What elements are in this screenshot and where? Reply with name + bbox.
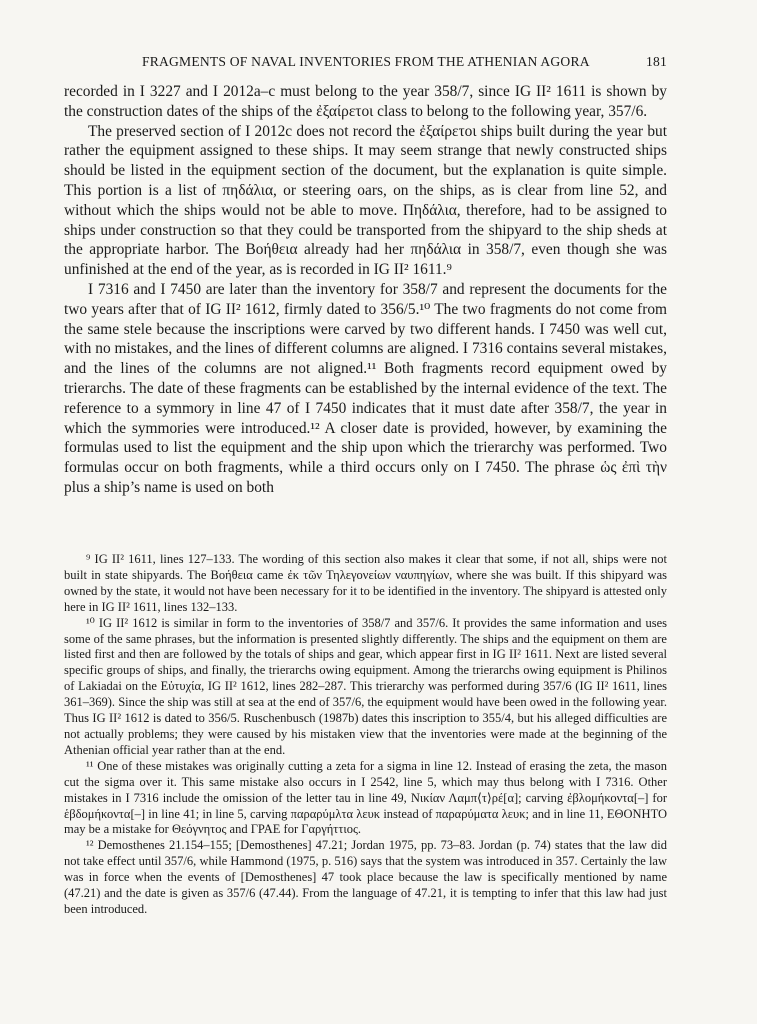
text-line: were not built in state shipyards. The Βοήθεια came ἐκ τῶν Τηλεγονείων ναυπηγίων, where she was built. If [64, 552, 667, 582]
footnote [64, 759, 667, 839]
page-number: 181 [646, 54, 667, 69]
text-line: for the two years after that of IG II² 1612, firmly dated to 356/5.¹⁰ The two fragments do [64, 280, 667, 318]
text-line: and without which the ships would not be able to move. Πηδάλια, therefore, had to be [64, 181, 667, 219]
text-line: ⁹ IG II² 1611, lines 127–133. The wording of this section also makes it clear that some, if not all, ships [86, 552, 619, 566]
text-line: Ruschenbusch (1987b) dates this inscription to 355/4, but his alleged difficulties are not actually problems; they [64, 711, 668, 741]
text-line: ἐβλομήκοντα[–] for ἑβδομήκοντα[–] in line 41; in line 5, carving παραρύμλτα λευκ instead of παραρύματα [64, 790, 667, 821]
text-line: mentioned by name (47.21) and the date is given as 357/6 (47.44). From the language of 47.21, it is tempting to [64, 870, 667, 901]
body-paragraph [64, 280, 667, 498]
text-line: to the ship sheds at the appropriate harbor. The Βοήθεια already had her πηδάλια in 358/7, [64, 221, 667, 259]
text-line: in IG II² 1611. Next are listed several specific groups of ships, and finally, the trierarchs owing equipment. [64, 647, 667, 678]
text-line: date is provided, however, by examining the formulas used to list the equipment and the [64, 419, 667, 457]
text-line: ships should be listed in the equipment section of the document, but the explanation is quite [64, 142, 667, 180]
text-line: ¹² Demosthenes 21.154–155; [Demosthenes] 47.21; Jordan 1975, pp. 73–83. Jordan (p. 74) states that the [86, 838, 625, 853]
text-line: and uses some of the same phrases, but the information is presented slightly differently. The ships and the [64, 615, 667, 646]
text-line: infer that this law had just been introduced. [64, 886, 667, 916]
text-line: ¹⁰ IG II² 1612 is similar in form to the inventories of 358/7 and 357/6. It provides the same information [86, 615, 620, 630]
text-line: The preserved section of I 2012c does not record the ἐξαίρετοι ships built during the year [88, 122, 644, 140]
text-line: recorded in I 3227 and I 2012a–c must belong to the year 358/7, since IG II² 1611 is shown [64, 83, 647, 100]
footnote [64, 838, 667, 918]
text-line: ship upon which the trierarchy was performed. Two formulas occur on both fragments, [64, 439, 667, 477]
text-line: while a third occurs only on I 7450. The phrase ὡς ἐπὶ τὴν plus a ship’s name is used on both [64, 459, 667, 496]
text-line: law did not take effect until 357/6, while Hammond (1975, p. 516) says that the system was introduced in 357. [64, 838, 667, 869]
text-line: but rather the equipment assigned to these ships. It may seem strange that newly constructed [64, 122, 667, 160]
text-line: the mason cut the sigma over it. This same mistake also occurs in I 2542, line 5, which may thus belong with [64, 758, 667, 789]
text-line: ¹¹ One of these mistakes was originally cutting a zeta for a sigma in line 12. Instead of erasing the zeta, [86, 758, 612, 773]
running-title: FRAGMENTS OF NAVAL INVENTORIES FROM THE ATHENIAN AGORA [142, 54, 590, 69]
text-line: 357/6. [608, 102, 648, 120]
text-line: I 7450 was well cut, with no mistakes, and the lines of different columns are aligned. I 7316 [64, 320, 667, 358]
text-line: even though she was unfinished at the end of the year, as is recorded in IG II² 1611.⁹ [64, 241, 667, 279]
text-line: record equipment owed by trierarchs. The date of these fragments can be established by the [64, 360, 667, 397]
text-line: This trierarchy was performed during 357/6 (IG II² 1611, lines 361–369). Since the ship was still at sea at the [64, 679, 667, 710]
text-line: not come from the same stele because the inscriptions were carved by two different hands. [64, 300, 668, 338]
footnote [64, 552, 667, 616]
text-line: assigned to ships under construction so that they could be transported from the shipyard [64, 201, 667, 239]
text-line: equipment on them are listed first and then are followed by the totals of ships and gear, which appear first [64, 631, 667, 662]
text-line: simple. This portion is a list of πηδάλια, or steering oars, on the ships, as is clear from line 52, [64, 162, 667, 199]
footnotes [64, 552, 667, 918]
footnote [64, 616, 667, 759]
main-text [64, 82, 667, 498]
text-line: The shipyard is attested only here in IG II² 1611, lines 132–133. [64, 583, 667, 614]
text-line: by the construction dates of the ships of the ἐξαίρετοι class to belong to the following year, [64, 83, 667, 120]
text-line: I 7316 and I 7450 are later than the inventory for 358/7 and represent the documents [88, 280, 621, 298]
text-line: contains several mistakes, and the lines of the columns are not aligned.¹¹ Both fragments [64, 340, 667, 378]
text-line: that it must date after 358/7, the year in which the symmories were introduced.¹² A closer [64, 399, 667, 437]
text-line: Among the trierarchs owing equipment is Philinos of Lakiadai on the Εὐτυχία, IG II² 1612, lines 282–287. [64, 663, 667, 694]
text-line: were caused by his mistaken view that the inventories were made at the beginning of the Athenian official [64, 726, 668, 757]
text-line: internal evidence of the text. The reference to a symmory in line 47 of I 7450 indicates [64, 379, 667, 417]
text-line: λευκ; and in line 11, ΕΘΟΝΗΤΟ may be a mistake for Θεόγνητος and ΓΡΑΕ for Γαργήττιος. [64, 806, 668, 837]
body-paragraph [64, 82, 667, 122]
text-line: end of 357/6, the equipment would have been owed in the following year. Thus IG II² 1612 is dated to 356/5. [64, 695, 667, 726]
text-line: I 7316. Other mistakes in I 7316 include the omission of the letter tau in line 49, Νικίαν Λαμπ⟨τ⟩ρέ[α]; carving [64, 774, 668, 805]
text-line: this shipyard was owned by the state, it would not have been necessary for it to be identified in the inventory. [64, 567, 667, 598]
text-line: Certainly the law was in force when the events of [Demosthenes] 47 took place because the law is specifically [64, 854, 667, 885]
text-line: year rather than at the end. [151, 742, 286, 757]
body-paragraph [64, 122, 667, 280]
